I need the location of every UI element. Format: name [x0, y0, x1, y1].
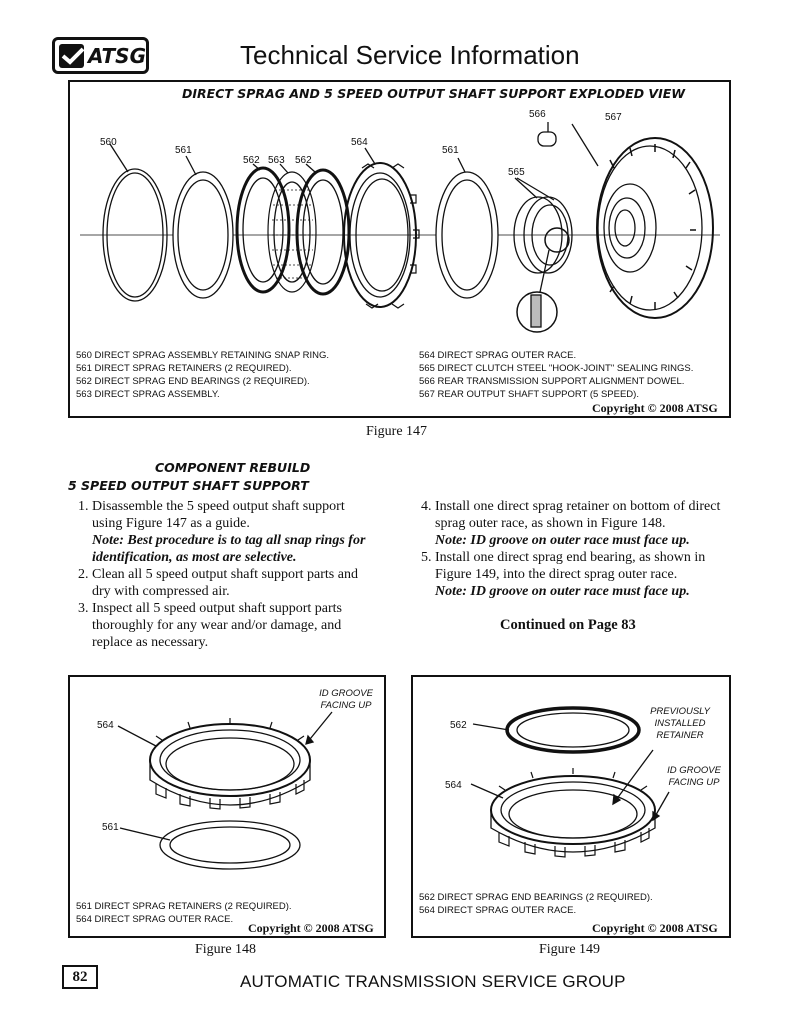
step-1: 1. Disassemble the 5 speed output shaft support using Figure 147 as a guide.	[78, 499, 345, 531]
page-number: 82	[62, 965, 98, 989]
step-3: 3. Inspect all 5 speed output shaft support parts thoroughly for any wear and/or damage, and replace as necessary.	[78, 601, 343, 650]
legend-item-560: 560 DIRECT SPRAG ASSEMBLY RETAINING SNAP RING.	[76, 350, 330, 361]
figure-147-legend-left	[76, 349, 329, 401]
section-subheading: 5 SPEED OUTPUT SHAFT SUPPORT	[68, 478, 309, 493]
figure-149-copyright: Copyright © 2008 ATSG	[592, 921, 718, 935]
legend-item-565: 565 DIRECT CLUTCH STEEL "HOOK-JOINT" SEALING RINGS.	[419, 363, 694, 374]
step-1-note: Note: Best procedure is to tag all snap rings for identification, as most are selective.	[92, 533, 366, 565]
callout-561-right: 561	[442, 145, 459, 156]
callout-564: 564	[351, 137, 368, 148]
figure-149-caption: Figure 149	[539, 942, 601, 957]
figure-147-title: DIRECT SPRAG AND 5 SPEED OUTPUT SHAFT SUPPORT EXPLODED VIEW	[182, 86, 686, 101]
legend-item-563: 563 DIRECT SPRAG ASSEMBLY.	[76, 389, 220, 400]
callout-565: 565	[508, 167, 525, 178]
callout-566: 566	[529, 109, 546, 120]
legend-item-562: 562 DIRECT SPRAG END BEARINGS (2 REQUIRED).	[76, 376, 310, 387]
callout-562-right: 562	[295, 155, 312, 166]
legend-item-564: 564 DIRECT SPRAG OUTER RACE.	[419, 350, 577, 361]
callout-561-left: 561	[175, 145, 192, 156]
callout-561-148: 561	[102, 822, 119, 833]
callout-560: 560	[100, 137, 117, 148]
figure-148-copyright: Copyright © 2008 ATSG	[248, 921, 374, 935]
legend-item-567: 567 REAR OUTPUT SHAFT SUPPORT (5 SPEED).	[419, 389, 639, 400]
callout-562-149: 562	[450, 720, 467, 731]
callout-563: 563	[268, 155, 285, 166]
step-5-note: Note: ID groove on outer race must face up.	[435, 584, 690, 599]
step-4-note: Note: ID groove on outer race must face up.	[435, 533, 690, 548]
atsg-logo	[52, 37, 149, 74]
left-column	[78, 498, 370, 651]
logo-text: ATSG	[87, 43, 146, 68]
figure-147-copyright: Copyright © 2008 ATSG	[592, 401, 718, 415]
callout-567: 567	[605, 112, 622, 123]
right-column	[421, 498, 721, 600]
legend-item-566: 566 REAR TRANSMISSION SUPPORT ALIGNMENT DOWEL.	[419, 376, 685, 387]
exploded-view-diagram	[70, 100, 730, 350]
legend-item-561: 561 DIRECT SPRAG RETAINERS (2 REQUIRED).	[76, 363, 292, 374]
legend-item-561-148: 561 DIRECT SPRAG RETAINERS (2 REQUIRED).	[76, 901, 292, 912]
footer-org: AUTOMATIC TRANSMISSION SERVICE GROUP	[240, 972, 626, 991]
callout-564-148: 564	[97, 720, 114, 731]
legend-item-564-149: 564 DIRECT SPRAG OUTER RACE.	[419, 905, 577, 916]
continued-note: Continued on Page 83	[500, 617, 636, 633]
callout-id-groove-149: ID GROOVE FACING UP	[667, 765, 721, 788]
figure-147-caption: Figure 147	[366, 424, 428, 439]
step-2: 2. Clean all 5 speed output shaft support parts and dry with compressed air.	[78, 567, 358, 599]
section-heading: COMPONENT REBUILD	[155, 460, 311, 475]
figure-149-legend	[419, 891, 653, 917]
checkmark-icon	[59, 44, 84, 68]
callout-564-149: 564	[445, 780, 462, 791]
step-5: 5. Install one direct sprag end bearing, as shown in Figure 149, into the direct sprag outer race.	[421, 550, 706, 582]
legend-item-564-148: 564 DIRECT SPRAG OUTER RACE.	[76, 914, 234, 925]
callout-id-groove-148: ID GROOVE FACING UP	[319, 688, 373, 711]
page-title: Technical Service Information	[240, 40, 580, 70]
legend-item-562-149: 562 DIRECT SPRAG END BEARINGS (2 REQUIRED).	[419, 892, 653, 903]
figure-148-caption: Figure 148	[195, 942, 257, 957]
callout-retainer-149: PREVIOUSLY INSTALLED RETAINER	[650, 706, 710, 741]
figure-147-legend-right	[419, 349, 693, 401]
step-4: 4. Install one direct sprag retainer on bottom of direct sprag outer race, as shown in Figure 148.	[421, 499, 721, 531]
callout-562-left: 562	[243, 155, 260, 166]
